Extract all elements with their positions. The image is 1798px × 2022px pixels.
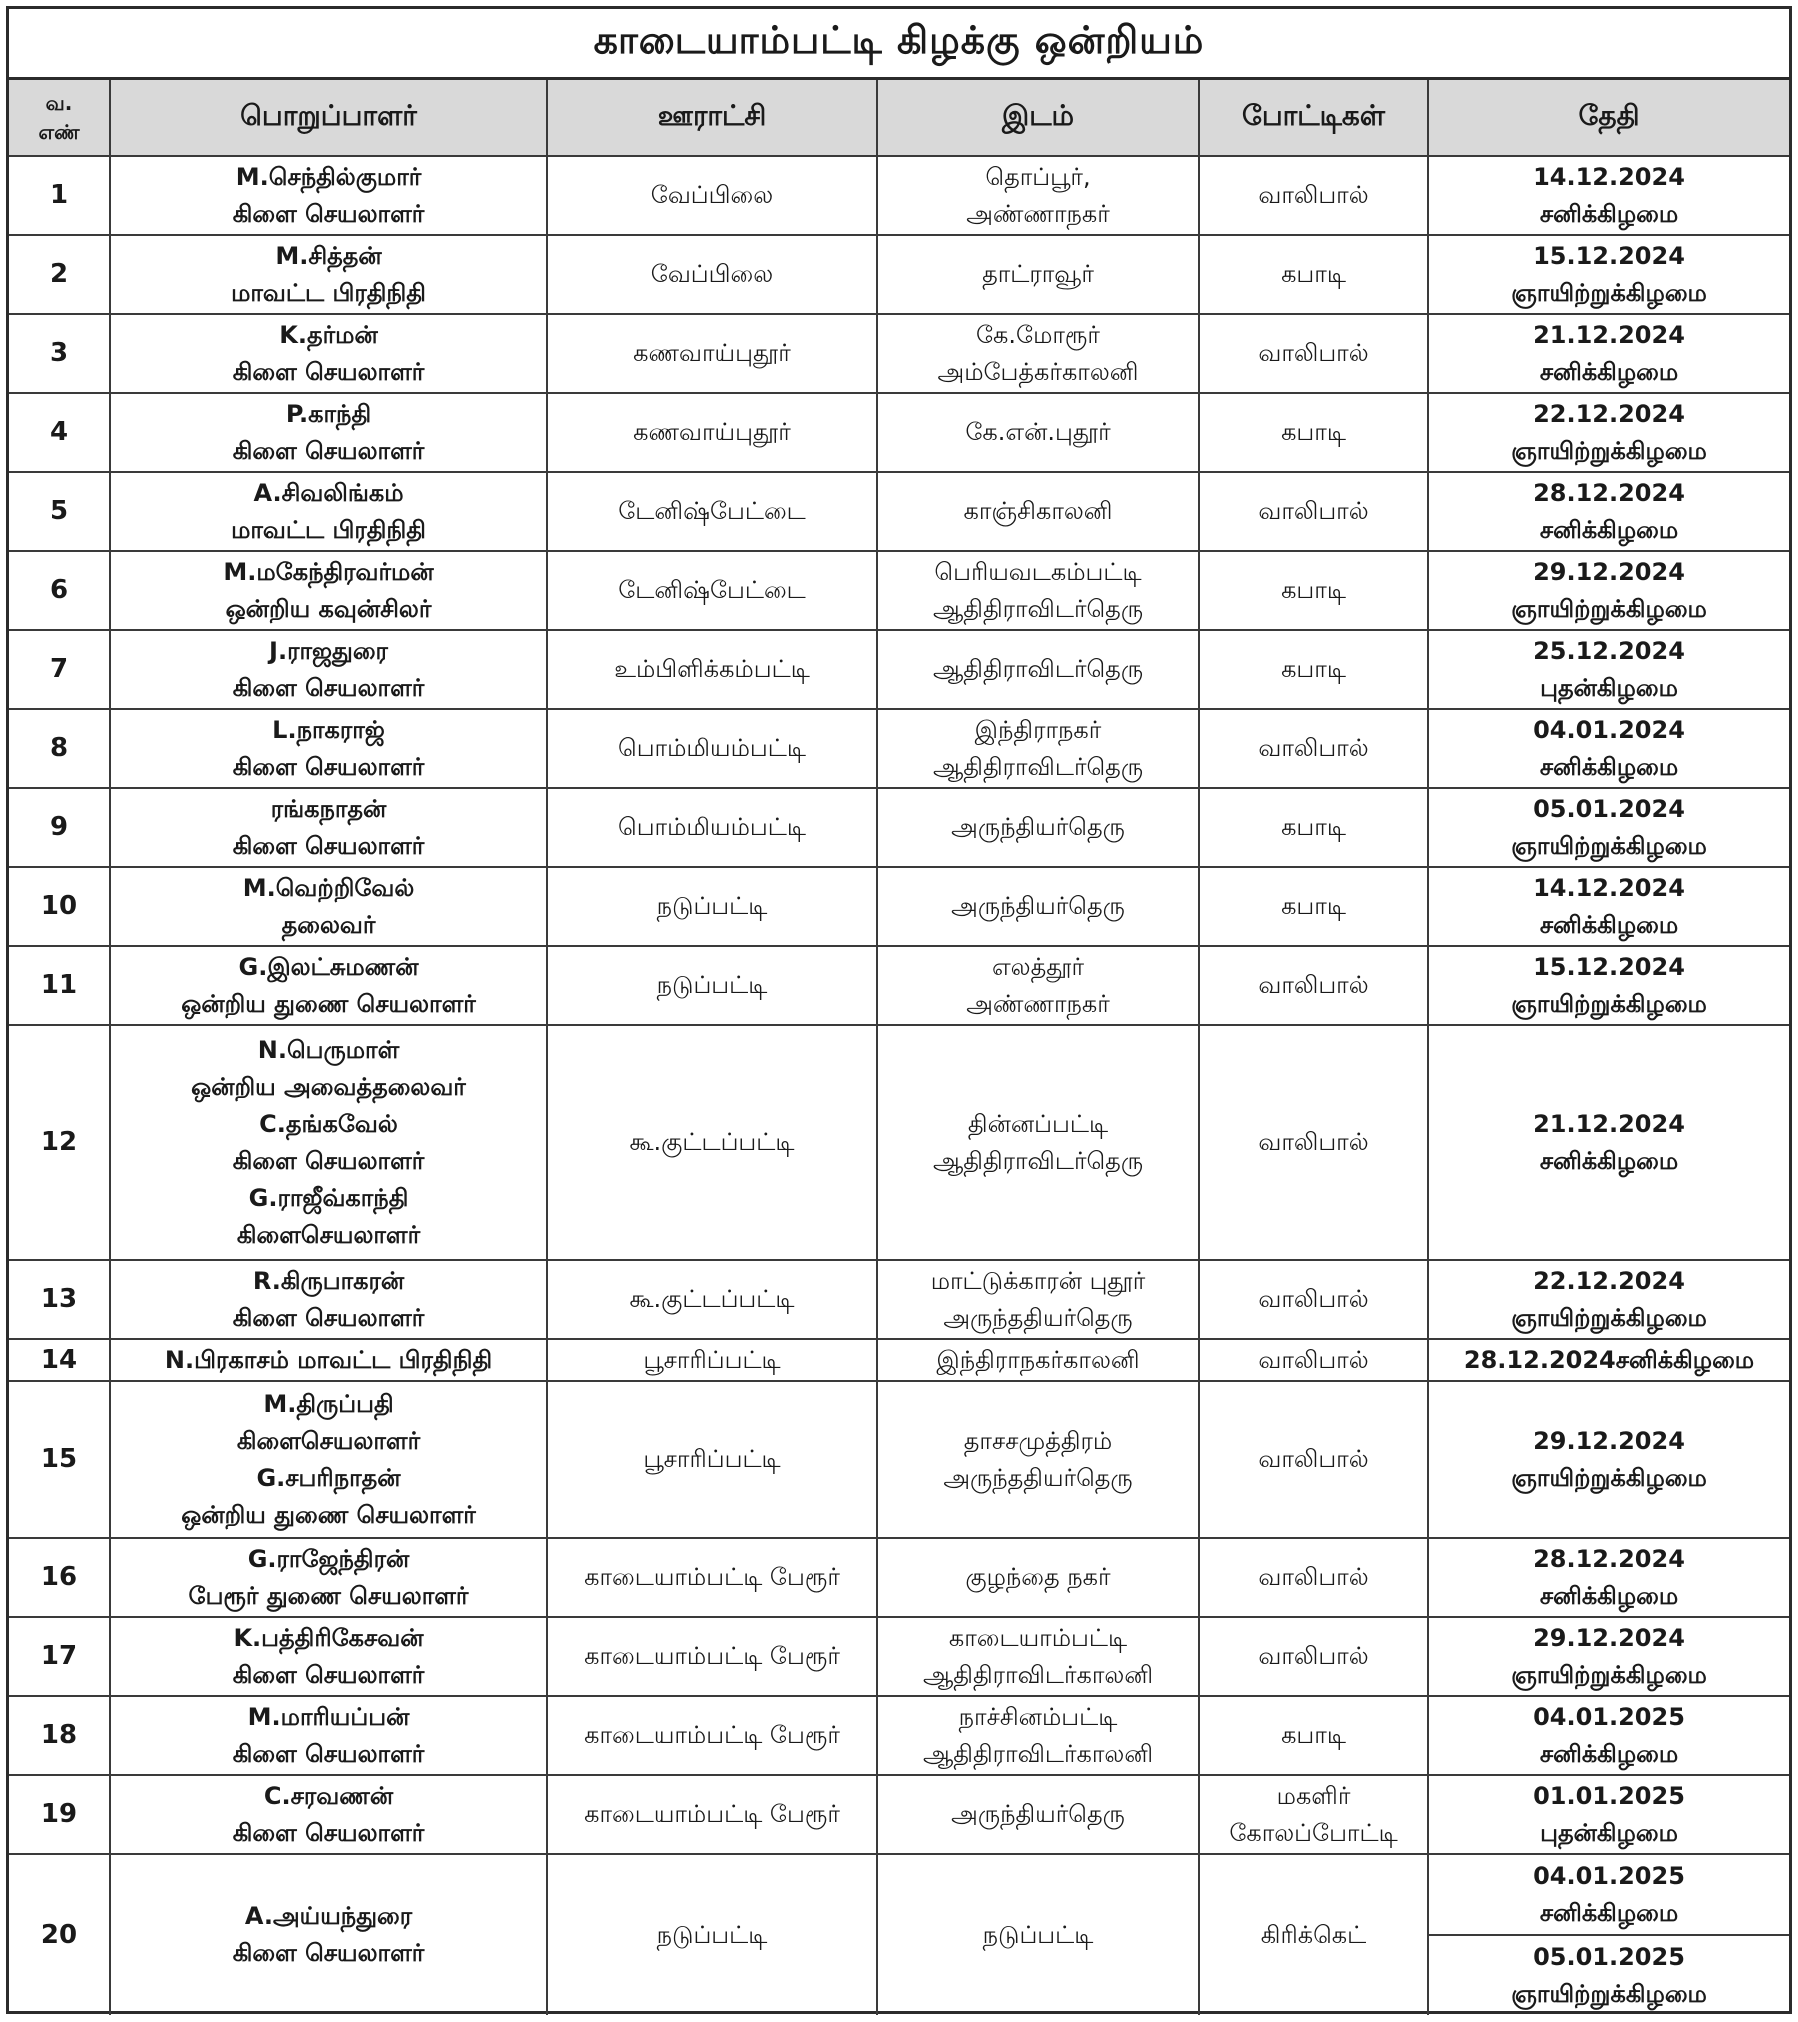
place-cell: [877, 1854, 1199, 2015]
person-line: G.ராஜேந்திரன்: [247, 1544, 410, 1573]
game-line: வாலிபால்: [1258, 497, 1369, 525]
game-cell: [1199, 867, 1428, 946]
place-cell: [877, 1775, 1199, 1854]
date-cell: [1428, 1025, 1789, 1260]
date-line: சனிக்கிழமை: [1539, 910, 1679, 939]
serial-number-cell: 13: [9, 1260, 110, 1339]
panchayat-cell: கணவாய்புதூர்: [547, 314, 877, 393]
serial-number-cell: 6: [9, 551, 110, 630]
date-line: 21.12.2024: [1533, 1109, 1685, 1138]
person-cell: [110, 1617, 547, 1696]
person-line: கிளை செயலாளர்: [232, 831, 425, 860]
place-line: அருந்தியர்தெரு: [951, 1800, 1125, 1828]
game-line: கோலப்போட்டி: [1229, 1818, 1398, 1847]
person-line: C.தங்கவேல்: [259, 1109, 398, 1138]
person-line: A.சிவலிங்கம்: [253, 478, 404, 507]
game-line: வாலிபால்: [1258, 1285, 1369, 1313]
place-cell: [877, 788, 1199, 867]
person-line: ஒன்றிய துணை செயலாளர்: [181, 989, 476, 1018]
date-line: சனிக்கிழமை: [1539, 1739, 1679, 1768]
person-line: N.பெருமாள்: [257, 1035, 400, 1064]
place-cell: [877, 1617, 1199, 1696]
place-cell: [877, 1339, 1199, 1381]
person-line: R.கிருபாகரன்: [252, 1266, 405, 1295]
game-line: கபாடி: [1281, 892, 1346, 920]
serial-number-cell: 15: [9, 1381, 110, 1538]
place-line: தின்னப்பட்டி: [967, 1109, 1109, 1138]
person-line: M.மகேந்திரவர்மன்: [223, 557, 434, 586]
panchayat-cell: காடையாம்பட்டி பேரூர்: [547, 1775, 877, 1854]
panchayat-cell: வேப்பிலை: [547, 235, 877, 314]
date-cell: [1428, 551, 1789, 630]
date-cell: [1428, 156, 1789, 235]
header-serial-line-1: வ.: [45, 90, 73, 115]
person-line: G.இலட்சுமணன்: [238, 952, 419, 981]
date-line: சனிக்கிழமை: [1539, 199, 1679, 228]
person-line: N.பிரகாசம் மாவட்ட பிரதிநிதி: [164, 1345, 493, 1374]
table-row: [9, 1854, 1789, 2015]
date-cell: [1428, 393, 1789, 472]
place-line: அண்ணாநகர்: [966, 199, 1110, 228]
place-line: அருந்ததியர்தெரு: [943, 1303, 1133, 1332]
header-person: பொறுப்பாளர்: [110, 80, 547, 156]
date-line: 29.12.2024: [1533, 557, 1685, 586]
game-cell: [1199, 472, 1428, 551]
place-line: கே.மோரூர்: [976, 320, 1100, 349]
person-cell: [110, 1339, 547, 1381]
date-line: ஞாயிற்றுக்கிழமை: [1511, 436, 1707, 465]
table-row: [9, 630, 1789, 709]
game-cell: [1199, 630, 1428, 709]
table-row: [9, 1260, 1789, 1339]
place-line: தாசசமுத்திரம்: [963, 1426, 1113, 1455]
game-line: கபாடி: [1281, 576, 1346, 604]
place-cell: [877, 551, 1199, 630]
place-cell: [877, 314, 1199, 393]
date-cell: [1428, 946, 1789, 1025]
panchayat-cell: நடுப்பட்டி: [547, 867, 877, 946]
person-cell: [110, 946, 547, 1025]
date-line: ஞாயிற்றுக்கிழமை: [1511, 831, 1707, 860]
game-line: கபாடி: [1281, 813, 1346, 841]
header-place: இடம்: [877, 80, 1199, 156]
date-cell: [1428, 788, 1789, 867]
table-row: [9, 156, 1789, 235]
place-line: ஆதிதிராவிடர்தெரு: [932, 594, 1144, 623]
person-line: தலைவர்: [281, 910, 376, 939]
place-cell: [877, 393, 1199, 472]
game-cell: [1199, 1617, 1428, 1696]
panchayat-cell: காடையாம்பட்டி பேரூர்: [547, 1538, 877, 1617]
game-line: கபாடி: [1281, 655, 1346, 683]
table-row: [9, 1339, 1789, 1381]
panchayat-cell: கணவாய்புதூர்: [547, 393, 877, 472]
person-line: பேரூர் துணை செயலாளர்: [188, 1581, 469, 1610]
serial-number-cell: 4: [9, 393, 110, 472]
date-line: 05.01.2025: [1533, 1942, 1685, 1971]
person-line: J.ராஜதுரை: [269, 636, 388, 665]
serial-number-cell: 7: [9, 630, 110, 709]
person-cell: [110, 1025, 547, 1260]
panchayat-cell: நடுப்பட்டி: [547, 1854, 877, 2015]
date-line: ஞாயிற்றுக்கிழமை: [1511, 1463, 1707, 1492]
person-line: மாவட்ட பிரதிநிதி: [231, 515, 426, 544]
game-line: வாலிபால்: [1258, 181, 1369, 209]
serial-number-cell: 1: [9, 156, 110, 235]
table-body: [9, 156, 1789, 2015]
date-cell: [1428, 630, 1789, 709]
game-cell: [1199, 1025, 1428, 1260]
game-cell: [1199, 788, 1428, 867]
panchayat-cell: உம்பிளிக்கம்பட்டி: [547, 630, 877, 709]
panchayat-cell: பொம்மியம்பட்டி: [547, 788, 877, 867]
date-cell: [1428, 1775, 1789, 1854]
date-line: ஞாயிற்றுக்கிழமை: [1511, 594, 1707, 623]
panchayat-cell: நடுப்பட்டி: [547, 946, 877, 1025]
date-cell: [1428, 709, 1789, 788]
date-line: 21.12.2024: [1533, 320, 1685, 349]
person-cell: [110, 235, 547, 314]
date-cell: [1428, 314, 1789, 393]
table-row: [9, 709, 1789, 788]
game-cell: [1199, 551, 1428, 630]
place-line: ஆதிதிராவிடர்காலனி: [922, 1660, 1154, 1689]
place-line: இந்திராநகர்: [974, 715, 1102, 744]
game-cell: [1199, 1538, 1428, 1617]
place-line: காஞ்சிகாலனி: [963, 497, 1113, 525]
person-line: கிளை செயலாளர்: [232, 199, 425, 228]
person-line: கிளை செயலாளர்: [232, 1660, 425, 1689]
person-line: C.சரவணன்: [263, 1781, 394, 1810]
serial-number-cell: 8: [9, 709, 110, 788]
game-line: கபாடி: [1281, 1721, 1346, 1749]
table-row: [9, 1617, 1789, 1696]
place-line: நடுப்பட்டி: [982, 1920, 1094, 1949]
person-cell: [110, 472, 547, 551]
place-cell: [877, 1381, 1199, 1538]
person-cell: [110, 709, 547, 788]
game-cell: [1199, 1775, 1428, 1854]
game-line: வாலிபால்: [1258, 339, 1369, 367]
panchayat-cell: பூசாரிப்பட்டி: [547, 1339, 877, 1381]
game-line: வாலிபால்: [1258, 1445, 1369, 1473]
person-cell: [110, 867, 547, 946]
panchayat-cell: காடையாம்பட்டி பேரூர்: [547, 1617, 877, 1696]
date-line: 25.12.2024: [1533, 636, 1685, 665]
date-line: ஞாயிற்றுக்கிழமை: [1511, 989, 1707, 1018]
place-cell: [877, 630, 1199, 709]
panchayat-cell: டேனிஷ்பேட்டை: [547, 551, 877, 630]
document-frame: [6, 6, 1792, 2014]
date-cell: [1428, 1696, 1789, 1775]
game-cell: [1199, 314, 1428, 393]
date-line: 14.12.2024: [1533, 162, 1685, 191]
person-cell: [110, 156, 547, 235]
date-line: 28.12.2024சனிக்கிழமை: [1463, 1345, 1755, 1374]
place-line: ஆதிதிராவிடர்தெரு: [932, 655, 1144, 683]
date-line: சனிக்கிழமை: [1539, 1146, 1679, 1175]
game-line: கிரிக்கெட்: [1260, 1920, 1367, 1949]
game-line: கபாடி: [1281, 418, 1346, 446]
serial-number-cell: 2: [9, 235, 110, 314]
place-cell: [877, 156, 1199, 235]
date-cell: [1428, 1617, 1789, 1696]
person-line: G.ராஜீவ்காந்தி: [248, 1183, 409, 1212]
person-line: கிளை செயலாளர்: [232, 1739, 425, 1768]
person-cell: [110, 314, 547, 393]
place-line: தொப்பூர்,: [985, 162, 1091, 191]
person-line: M.வெற்றிவேல்: [242, 873, 415, 902]
game-line: மகளிர்: [1276, 1781, 1351, 1810]
person-cell: [110, 1854, 547, 2015]
game-cell: [1199, 946, 1428, 1025]
place-line: அருந்ததியர்தெரு: [943, 1463, 1133, 1492]
date-subcell: [1429, 1934, 1789, 2015]
date-line: ஞாயிற்றுக்கிழமை: [1511, 1303, 1707, 1332]
date-cell: [1428, 235, 1789, 314]
table-row: [9, 393, 1789, 472]
place-line: அருந்தியர்தெரு: [951, 892, 1125, 920]
date-line: 04.01.2024: [1533, 715, 1685, 744]
page-title: காடையாம்பட்டி கிழக்கு ஒன்றியம்: [9, 9, 1789, 80]
date-cell: [1428, 1854, 1789, 2015]
game-line: வாலிபால்: [1258, 971, 1369, 999]
person-line: L.நாகராஜ்: [272, 715, 385, 744]
table-row: [9, 1025, 1789, 1260]
person-line: ரங்கநாதன்: [270, 794, 387, 823]
game-line: வாலிபால்: [1258, 1128, 1369, 1156]
game-cell: [1199, 1260, 1428, 1339]
table-row: [9, 472, 1789, 551]
date-line: 05.01.2024: [1533, 794, 1685, 823]
serial-number-cell: 20: [9, 1854, 110, 2015]
panchayat-cell: வேப்பிலை: [547, 156, 877, 235]
person-line: ஒன்றிய அவைத்தலைவர்: [191, 1072, 466, 1101]
serial-number-cell: 14: [9, 1339, 110, 1381]
header-serial-number: [9, 80, 110, 156]
table-row: [9, 314, 1789, 393]
place-line: குழந்தை நகர்: [965, 1563, 1111, 1591]
person-cell: [110, 630, 547, 709]
table-row: [9, 946, 1789, 1025]
game-line: வாலிபால்: [1258, 734, 1369, 762]
table-row: [9, 235, 1789, 314]
table-header: [9, 80, 1789, 156]
serial-number-cell: 18: [9, 1696, 110, 1775]
game-line: வாலிபால்: [1258, 1345, 1369, 1374]
person-line: M.சித்தன்: [275, 241, 382, 270]
table-row: [9, 1775, 1789, 1854]
serial-number-cell: 11: [9, 946, 110, 1025]
header-date: தேதி: [1428, 80, 1789, 156]
serial-number-cell: 3: [9, 314, 110, 393]
panchayat-cell: காடையாம்பட்டி பேரூர்: [547, 1696, 877, 1775]
person-line: கிளை செயலாளர்: [232, 1146, 425, 1175]
date-cell: [1428, 1339, 1789, 1381]
person-cell: [110, 1381, 547, 1538]
place-line: ஆதிதிராவிடர்காலனி: [922, 1739, 1154, 1768]
game-line: வாலிபால்: [1258, 1563, 1369, 1591]
person-line: கிளை செயலாளர்: [232, 1303, 425, 1332]
person-line: P.காந்தி: [285, 399, 372, 428]
place-line: ஆதிதிராவிடர்தெரு: [932, 752, 1144, 781]
place-line: தாட்ராவூர்: [982, 260, 1094, 288]
place-line: காடையாம்பட்டி: [948, 1623, 1128, 1652]
place-line: அண்ணாநகர்: [966, 989, 1110, 1018]
header-panchayat: ஊராட்சி: [547, 80, 877, 156]
date-line: சனிக்கிழமை: [1539, 515, 1679, 544]
game-cell: [1199, 156, 1428, 235]
game-line: வாலிபால்: [1258, 1642, 1369, 1670]
date-line: 01.01.2025: [1533, 1781, 1685, 1810]
person-line: கிளை செயலாளர்: [232, 1818, 425, 1847]
place-line: எலத்தூர்: [991, 952, 1085, 981]
person-cell: [110, 1696, 547, 1775]
serial-number-cell: 16: [9, 1538, 110, 1617]
table-row: [9, 551, 1789, 630]
person-line: G.சபரிநாதன்: [256, 1463, 401, 1492]
person-line: மாவட்ட பிரதிநிதி: [231, 278, 426, 307]
person-line: A.அய்யந்துரை: [244, 1902, 413, 1930]
person-cell: [110, 788, 547, 867]
place-line: அம்பேத்கர்காலனி: [937, 357, 1139, 386]
person-line: கிளை செயலாளர்: [232, 752, 425, 781]
table-row: [9, 1381, 1789, 1538]
panchayat-cell: டேனிஷ்பேட்டை: [547, 472, 877, 551]
table-row: [9, 788, 1789, 867]
date-line: 22.12.2024: [1533, 399, 1685, 428]
date-line: 29.12.2024: [1533, 1426, 1685, 1455]
place-cell: [877, 1260, 1199, 1339]
place-line: ஆதிதிராவிடர்தெரு: [932, 1146, 1144, 1175]
game-cell: [1199, 393, 1428, 472]
person-line: ஒன்றிய கவுன்சிலர்: [225, 594, 432, 623]
date-line: 28.12.2024: [1533, 478, 1685, 507]
header-games: போட்டிகள்: [1199, 80, 1428, 156]
date-cell: [1428, 1538, 1789, 1617]
serial-number-cell: 19: [9, 1775, 110, 1854]
place-cell: [877, 235, 1199, 314]
date-cell: [1428, 472, 1789, 551]
place-line: இந்திராநகர்காலனி: [936, 1345, 1140, 1374]
date-line: 14.12.2024: [1533, 873, 1685, 902]
person-line: கிளை செயலாளர்: [232, 436, 425, 465]
table-row: [9, 867, 1789, 946]
place-cell: [877, 1025, 1199, 1260]
serial-number-cell: 9: [9, 788, 110, 867]
panchayat-cell: பொம்மியம்பட்டி: [547, 709, 877, 788]
game-cell: [1199, 1339, 1428, 1381]
date-line: ஞாயிற்றுக்கிழமை: [1511, 1660, 1707, 1689]
person-cell: [110, 551, 547, 630]
schedule-table: [9, 80, 1789, 2015]
date-line: சனிக்கிழமை: [1539, 752, 1679, 781]
date-line: 04.01.2025: [1533, 1861, 1685, 1890]
place-cell: [877, 867, 1199, 946]
date-line: 28.12.2024: [1533, 1544, 1685, 1573]
date-line: 29.12.2024: [1533, 1623, 1685, 1652]
date-cell: [1428, 1381, 1789, 1538]
table-row: [9, 1538, 1789, 1617]
person-line: ஒன்றிய துணை செயலாளர்: [181, 1500, 476, 1529]
person-cell: [110, 393, 547, 472]
game-cell: [1199, 709, 1428, 788]
panchayat-cell: கூ.குட்டப்பட்டி: [547, 1260, 877, 1339]
date-line: புதன்கிழமை: [1540, 673, 1678, 702]
person-line: M.மாரியப்பன்: [247, 1702, 410, 1731]
date-line: ஞாயிற்றுக்கிழமை: [1511, 278, 1707, 307]
game-line: கபாடி: [1281, 260, 1346, 288]
table-row: [9, 1696, 1789, 1775]
date-subcell: [1429, 1855, 1789, 1934]
person-line: K.தர்மன்: [279, 320, 378, 349]
place-cell: [877, 1538, 1199, 1617]
game-cell: [1199, 235, 1428, 314]
person-line: கிளை செயலாளர்: [232, 357, 425, 386]
date-line: 22.12.2024: [1533, 1266, 1685, 1295]
person-line: M.செந்தில்குமார்: [235, 162, 422, 191]
person-line: கிளை செயலாளர்: [232, 1939, 425, 1967]
place-line: நாச்சினம்பட்டி: [958, 1702, 1118, 1731]
serial-number-cell: 10: [9, 867, 110, 946]
serial-number-cell: 12: [9, 1025, 110, 1260]
place-cell: [877, 1696, 1199, 1775]
date-line: சனிக்கிழமை: [1539, 1581, 1679, 1610]
person-line: கிளை செயலாளர்: [232, 673, 425, 702]
date-line: 15.12.2024: [1533, 241, 1685, 270]
date-line: புதன்கிழமை: [1540, 1818, 1678, 1847]
panchayat-cell: கூ.குட்டப்பட்டி: [547, 1025, 877, 1260]
person-line: M.திருப்பதி: [263, 1389, 394, 1418]
game-cell: [1199, 1854, 1428, 2015]
person-line: கிளைசெயலாளர்: [236, 1220, 421, 1249]
serial-number-cell: 5: [9, 472, 110, 551]
person-cell: [110, 1260, 547, 1339]
person-cell: [110, 1538, 547, 1617]
date-cell: [1428, 867, 1789, 946]
place-cell: [877, 709, 1199, 788]
header-serial-line-2: எண்: [38, 119, 80, 144]
date-cell: [1428, 1260, 1789, 1339]
serial-number-cell: 17: [9, 1617, 110, 1696]
person-cell: [110, 1775, 547, 1854]
game-cell: [1199, 1381, 1428, 1538]
place-cell: [877, 946, 1199, 1025]
place-line: அருந்தியர்தெரு: [951, 813, 1125, 841]
place-cell: [877, 472, 1199, 551]
person-line: கிளைசெயலாளர்: [236, 1426, 421, 1455]
date-line: சனிக்கிழமை: [1539, 1898, 1679, 1927]
game-cell: [1199, 1696, 1428, 1775]
date-line: சனிக்கிழமை: [1539, 357, 1679, 386]
date-line: ஞாயிற்றுக்கிழமை: [1511, 1979, 1707, 2008]
panchayat-cell: பூசாரிப்பட்டி: [547, 1381, 877, 1538]
date-line: 04.01.2025: [1533, 1702, 1685, 1731]
place-line: மாட்டுக்காரன் புதூர்: [930, 1266, 1146, 1295]
person-line: K.பத்திரிகேசவன்: [233, 1623, 424, 1652]
place-line: கே.என்.புதூர்: [965, 418, 1111, 446]
date-line: 15.12.2024: [1533, 952, 1685, 981]
place-line: பெரியவடகம்பட்டி: [934, 557, 1142, 586]
